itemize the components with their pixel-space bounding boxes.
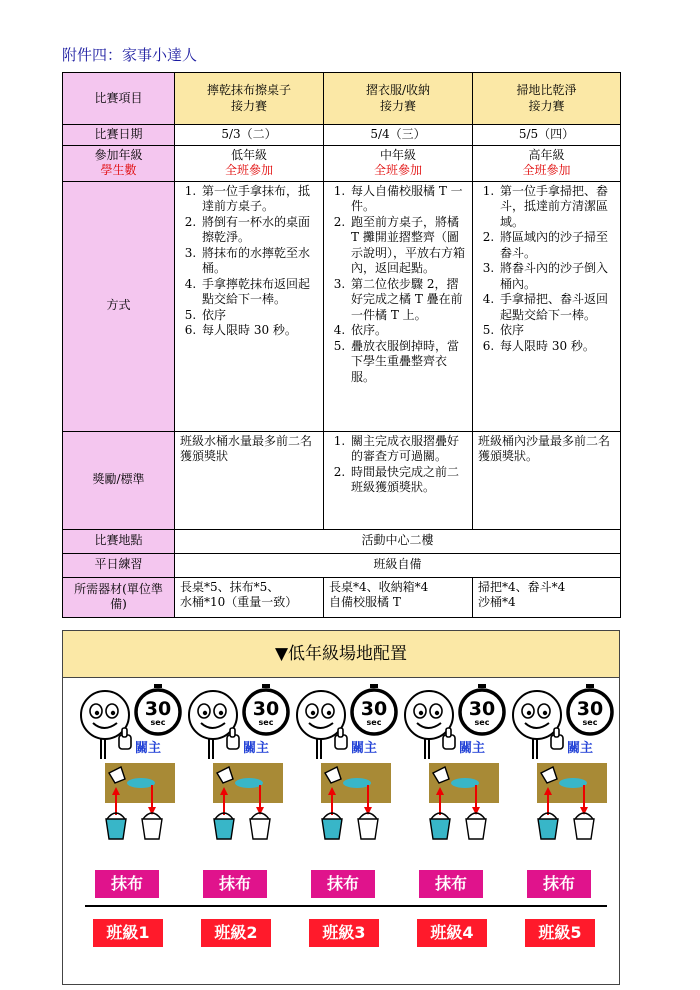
- svg-text:30: 30: [144, 698, 172, 720]
- svg-text:30: 30: [576, 698, 604, 720]
- method-step: 4. 手拿擰乾抹布返回起點交給下一棒。: [200, 277, 318, 308]
- date-cell: 5/5（四）: [473, 125, 621, 146]
- full-bucket-icon: [538, 813, 558, 839]
- material-line: 沙桶*4: [478, 595, 516, 609]
- game-sub: 接力賽: [379, 98, 416, 113]
- count-label: 學生數: [100, 163, 137, 177]
- method-list: [329, 184, 467, 386]
- svg-text:sec: sec: [150, 718, 166, 727]
- method-cell-3: [473, 181, 621, 431]
- layout-title: ▼低年級場地配置: [63, 631, 619, 678]
- award-cell-2: [324, 431, 473, 529]
- method-step: 1. 第一位手拿抹布，抵達前方桌子。: [200, 184, 318, 215]
- host-label: 關主: [351, 741, 378, 756]
- grade-value: 低年級: [230, 147, 267, 162]
- method-step: 5. 依序: [498, 323, 615, 339]
- host-label: 關主: [567, 741, 594, 756]
- empty-bucket-icon: [142, 813, 162, 839]
- station-graphic: [399, 677, 509, 867]
- grade-cell: [473, 145, 621, 181]
- cloth-tag: 抹布: [311, 870, 375, 898]
- cloth-tag: 抹布: [203, 870, 267, 898]
- grade-cell: [324, 145, 473, 181]
- station-graphic: [507, 677, 617, 867]
- material-line: 水桶*10（重量一致）: [180, 595, 298, 609]
- cloth-tag: 抹布: [95, 870, 159, 898]
- venue-layout: [62, 630, 620, 985]
- timer-icon: [460, 684, 504, 734]
- class-tag: 班級5: [525, 919, 595, 947]
- date-cell: 5/4（三）: [324, 125, 473, 146]
- award-list: [329, 434, 467, 496]
- game-sub: 接力賽: [528, 98, 565, 113]
- class-tag: 班級2: [201, 919, 271, 947]
- label-venue: 比賽地點: [63, 529, 175, 553]
- svg-text:30: 30: [468, 698, 496, 720]
- materials-cell-2: [324, 577, 473, 617]
- label-grade: [63, 145, 175, 181]
- award-item: 2. 時間最快完成之前二班級獲頒獎狀。: [349, 465, 467, 496]
- method-step: 6. 每人限時 30 秒。: [200, 323, 318, 339]
- method-step: 4. 手拿掃把、畚斗返回起點交給下一棒。: [498, 292, 615, 323]
- station: [183, 677, 293, 867]
- material-line: 掃把*4、畚斗*4: [478, 579, 566, 594]
- method-step: 3. 將畚斗內的沙子倒入桶內。: [498, 261, 615, 292]
- empty-bucket-icon: [358, 813, 378, 839]
- label-award: 獎勵/標準: [63, 431, 175, 529]
- full-bucket-icon: [322, 813, 342, 839]
- venue-cell: 活動中心二樓: [175, 529, 621, 553]
- svg-text:sec: sec: [582, 718, 598, 727]
- method-step: 6. 每人限時 30 秒。: [498, 339, 615, 355]
- label-date: 比賽日期: [63, 125, 175, 146]
- method-cell-2: [324, 181, 473, 431]
- host-label: 關主: [135, 741, 162, 756]
- timer-icon: [244, 684, 288, 734]
- cloth-tag: 抹布: [419, 870, 483, 898]
- method-step: 5. 疊放衣服倒掉時，當下學生重疊整齊衣服。: [349, 339, 467, 386]
- station: [399, 677, 509, 867]
- method-cell-1: [175, 181, 324, 431]
- label-practice: 平日練習: [63, 553, 175, 577]
- material-line: 長桌*5、抹布*5、: [180, 579, 280, 594]
- material-line: 自備校服橘 T: [329, 595, 401, 609]
- document-title: 附件四：家事小達人: [62, 46, 198, 64]
- method-list: [478, 184, 615, 355]
- svg-text:30: 30: [360, 698, 388, 720]
- timer-icon: [136, 684, 180, 734]
- class-tag: 班級4: [417, 919, 487, 947]
- materials-cell-3: [473, 577, 621, 617]
- count-value: 全班參加: [522, 163, 571, 177]
- svg-text:sec: sec: [474, 718, 490, 727]
- game-sub: 接力賽: [230, 98, 267, 113]
- materials-cell-1: [175, 577, 324, 617]
- cloth-tag: 抹布: [527, 870, 591, 898]
- station: [291, 677, 401, 867]
- material-line: 長桌*4、收納箱*4: [329, 579, 429, 594]
- game-name: 摺衣服/收納: [365, 83, 431, 97]
- competition-table: [62, 72, 621, 618]
- method-list: [180, 184, 318, 339]
- start-line: [85, 905, 607, 907]
- svg-text:sec: sec: [258, 718, 274, 727]
- award-cell-3: 班級桶內沙量最多前二名獲頒獎狀。: [473, 431, 621, 529]
- game-header-3: [473, 73, 621, 125]
- label-method: 方式: [63, 181, 175, 431]
- full-bucket-icon: [430, 813, 450, 839]
- timer-icon: [352, 684, 396, 734]
- game-header-2: [324, 73, 473, 125]
- station-graphic: [183, 677, 293, 867]
- method-step: 2. 將區域內的沙子掃至畚斗。: [498, 230, 615, 261]
- grade-value: 中年級: [379, 147, 416, 162]
- station-graphic: [291, 677, 401, 867]
- station: [507, 677, 617, 867]
- game-name: 擰乾抹布擦桌子: [206, 83, 291, 97]
- svg-text:sec: sec: [366, 718, 382, 727]
- empty-bucket-icon: [574, 813, 594, 839]
- label-item: 比賽項目: [63, 73, 175, 125]
- host-label: 關主: [243, 741, 270, 756]
- empty-bucket-icon: [250, 813, 270, 839]
- award-item: 1. 關主完成衣服摺疊好的審查方可過關。: [349, 434, 467, 465]
- timer-icon: [568, 684, 612, 734]
- method-step: 2. 跑至前方桌子，將橘 T 攤開並摺整齊（圖示說明），平放右方箱內，返回起點。: [349, 215, 467, 277]
- full-bucket-icon: [214, 813, 234, 839]
- station-graphic: [75, 677, 185, 867]
- count-value: 全班參加: [224, 163, 273, 177]
- method-step: 1. 第一位手拿掃把、畚斗，抵達前方清潔區域。: [498, 184, 615, 231]
- method-step: 3. 將抹布的水擰乾至水桶。: [200, 246, 318, 277]
- class-tag: 班級1: [93, 919, 163, 947]
- method-step: 5. 依序: [200, 308, 318, 324]
- method-step: 2. 將倒有一杯水的桌面擦乾淨。: [200, 215, 318, 246]
- station: [75, 677, 185, 867]
- count-value: 全班參加: [373, 163, 422, 177]
- award-cell-1: 班級水桶水量最多前二名獲頒獎狀: [175, 431, 324, 529]
- game-name: 掃地比乾淨: [516, 83, 577, 97]
- label-materials: 所需器材(單位準備): [63, 577, 175, 617]
- host-label: 關主: [459, 741, 486, 756]
- game-header-1: [175, 73, 324, 125]
- date-cell: 5/3（二）: [175, 125, 324, 146]
- grade-value: 高年級: [528, 147, 565, 162]
- method-step: 1. 每人自備校服橘 T 一件。: [349, 184, 467, 215]
- method-step: 4. 依序。: [349, 323, 467, 339]
- empty-bucket-icon: [466, 813, 486, 839]
- grade-cell: [175, 145, 324, 181]
- full-bucket-icon: [106, 813, 126, 839]
- svg-text:30: 30: [252, 698, 280, 720]
- method-step: 3. 第二位依步驟 2，摺好完成之橘 T 疊在前一件橘 T 上。: [349, 277, 467, 324]
- grade-label: 參加年級: [94, 147, 143, 162]
- class-tag: 班級3: [309, 919, 379, 947]
- practice-cell: 班級自備: [175, 553, 621, 577]
